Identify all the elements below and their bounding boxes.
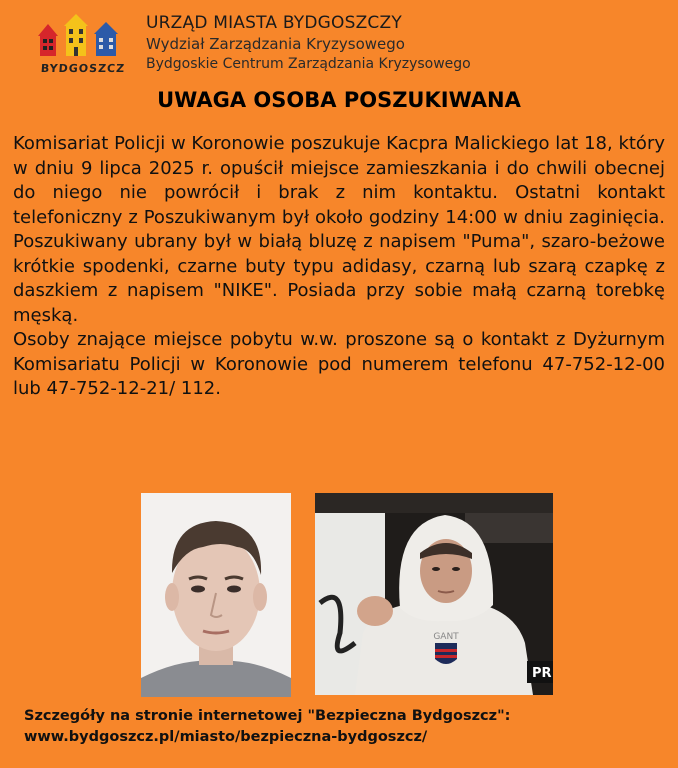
announcement-body	[13, 132, 665, 402]
houses-logo-icon	[34, 14, 132, 64]
hoodie-brand-text: GANT	[433, 632, 459, 642]
city-logo	[34, 14, 132, 84]
footer	[24, 706, 664, 748]
logo-text: BYDGOSZCZ	[40, 62, 126, 75]
header	[30, 8, 650, 88]
contact-paragraph: Osoby znające miejsce pobytu w.w. proszone są o kontakt z Dyżurnym Komisariatu Policji w Koronowie pod numerem telefonu 47-752-12-00 lub 47-752-12-21/ 112.	[13, 329, 665, 399]
details-url-link[interactable]: www.bydgoszcz.pl/miasto/bezpieczna-bydgoszcz/	[24, 729, 428, 745]
org-line-1: URZĄD MIASTA BYDGOSZCZY	[146, 13, 402, 33]
missing-person-photo-hoodie	[315, 493, 553, 695]
details-label: Szczegóły na stronie internetowej "Bezpieczna Bydgoszcz":	[24, 708, 511, 724]
description-paragraph: Komisariat Policji w Koronowie poszukuje Kacpra Malickiego lat 18, który w dniu 9 lipca 2025 r. opuścił miejsce zamieszkania i do chwili obecnej do niego nie powrócił i brak z nim kontaktu. Ostatni kontakt telefoniczny z Poszukiwanym był około godziny 14:00 w dniu zaginięcia. Poszukiwany ubrany był w białą bluzę z napisem "Puma", szaro-beżowe krótkie spodenki, czarne buty typu adidasy, czarną lub szarą czapkę z daszkiem z napisem "NIKE". Posiada przy sobie małą czarną torebkę męską.	[13, 133, 665, 326]
page-title: UWAGA OSOBA POSZUKIWANA	[157, 88, 521, 112]
missing-person-photo-portrait	[141, 493, 291, 697]
org-line-3: Bydgoskie Centrum Zarządzania Kryzysowego	[146, 56, 471, 72]
corner-text: PR	[532, 666, 552, 681]
organization-name	[146, 12, 471, 74]
org-line-2: Wydział Zarządzania Kryzysowego	[146, 35, 405, 53]
